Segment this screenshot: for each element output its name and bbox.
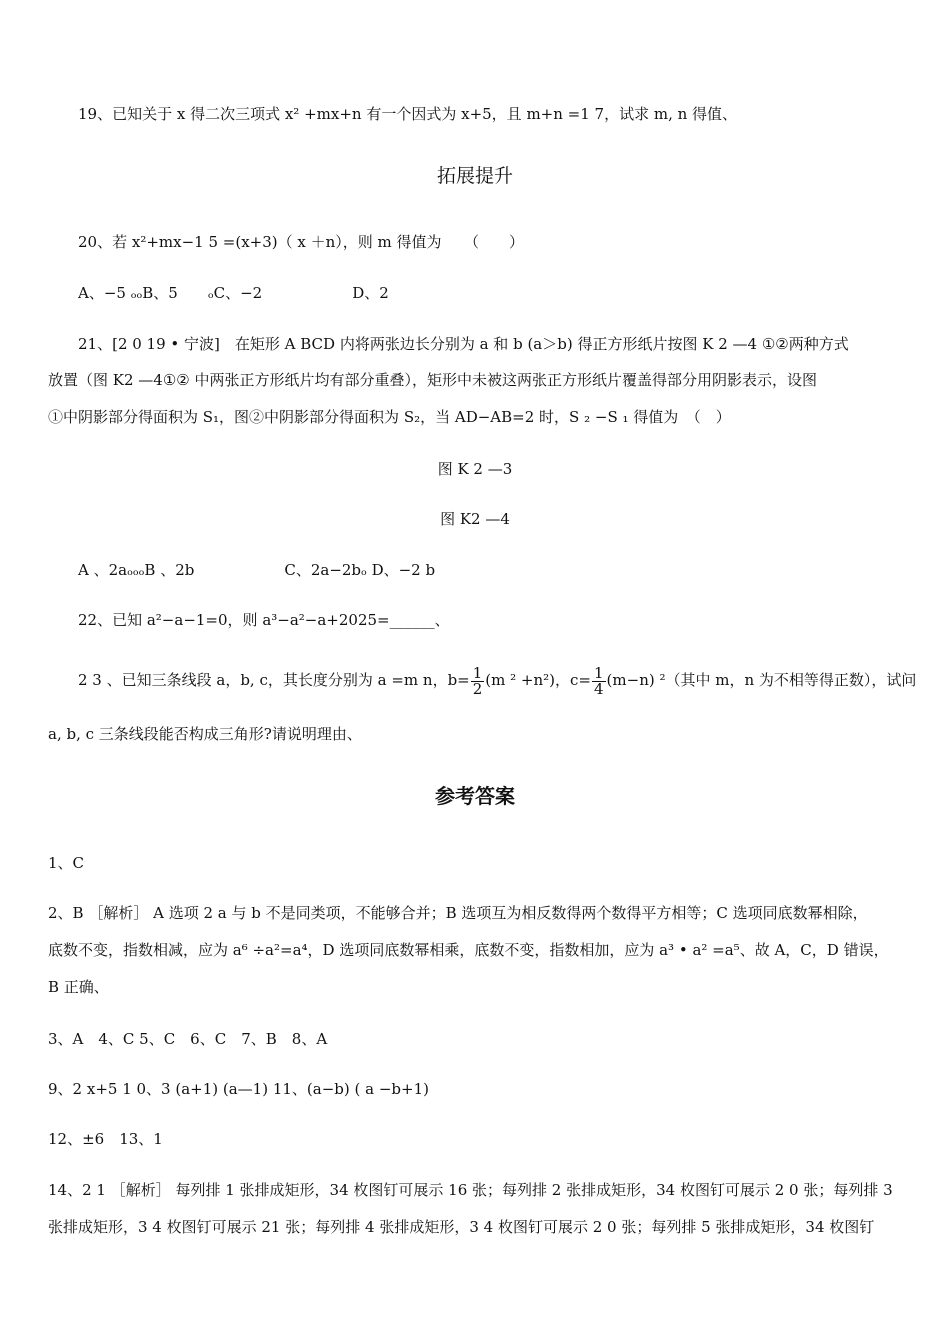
answer-1: 1、C [48, 854, 85, 872]
question-23-mid: (m ² +n²)，c= [485, 671, 591, 689]
fraction-one-half: $\frac{1}{2}$ [472, 663, 483, 698]
question-20-options: A、−5 ₒₒB、5 ₒC、−2 D、2 [78, 284, 389, 302]
question-23-suffix: (m−n) ²（其中 m，n 为不相等得正数），试问 [606, 671, 917, 689]
answer-2-line-1: 2、B ［解析］ A 选项 2 a 与 b 不是同类项，不能够合并；B 选项互为相反数得两个数得平方相等；C 选项同底数幂相除， [48, 904, 868, 922]
question-23-prefix: 2 3 、已知三条线段 a，b, c，其长度分别为 a =m n，b= [78, 671, 470, 689]
question-22: 22、已知 a²−a−1=0，则 a³−a²−a+2025=______、 [78, 611, 450, 629]
answer-14-line-1: 14、2 1 ［解析］ 每列排 1 张排成矩形，34 枚图钉可展示 16 张；每列排 2 张排成矩形，34 枚图钉可展示 2 0 张；每列排 3 [48, 1181, 893, 1199]
question-21-line-1: 21、[2 0 19 • 宁波] 在矩形 A BCD 内将两张边长分别为 a 和 b (a＞b) 得正方形纸片按图 K 2 —4 ①②两种方式 [78, 335, 849, 353]
answer-2-line-3: B 正确、 [48, 978, 109, 996]
question-23-line-2: a, b, c 三条线段能否构成三角形?请说明理由、 [48, 725, 362, 743]
answer-2-line-2: 底数不变，指数相减，应为 a⁶ ÷a²=a⁴，D 选项同底数幂相乘，底数不变，指数相加，应为 a³ • a² =a⁵、故 A，C，D 错误， [48, 941, 889, 959]
question-20: 20、若 x²+mx−1 5 =(x+3)（ x ＋n），则 m 得值为 （ ） [78, 233, 525, 251]
question-21-options: A 、2aₒₒₒB 、2b C、2a−2bₒ D、−2 b [78, 561, 436, 579]
section-title-extension: 拓展提升 [436, 165, 513, 187]
question-19: 19、已知关于 x 得二次三项式 x² +mx+n 有一个因式为 x+5，且 m+n =1 7，试求 m, n 得值、 [78, 105, 738, 123]
question-23-line-1 [78, 660, 938, 700]
figure-caption-k2-3: 图 K 2 —3 [437, 460, 513, 478]
question-21-line-2: 放置（图 K2 —4①② 中两张正方形纸片均有部分重叠），矩形中未被这两张正方形纸片覆盖得部分用阴影表示，设图 [48, 371, 817, 389]
answers-title: 参考答案 [435, 784, 515, 808]
answer-14-line-2: 张排成矩形，3 4 枚图钉可展示 21 张；每列排 4 张排成矩形，3 4 枚图钉可展示 2 0 张；每列排 5 张排成矩形，34 枚图钉 [48, 1218, 875, 1236]
answers-9-to-11: 9、2 x+5 1 0、3 (a+1) (a—1) 11、(a−b) ( a −b+1) [48, 1080, 429, 1098]
fraction-one-quarter: $\frac{1}{4}$ [594, 663, 604, 698]
question-21-line-3: ①中阴影部分得面积为 S₁，图②中阴影部分得面积为 S₂，当 AD−AB=2 时，S ₂ −S ₁ 得值为 （ ） [48, 408, 731, 426]
answers-3-to-8: 3、A 4、C 5、C 6、C 7、B 8、A [48, 1030, 328, 1048]
figure-caption-k2-4: 图 K2 —4 [440, 510, 510, 528]
answers-12-13: 12、±6 13、1 [48, 1130, 163, 1148]
